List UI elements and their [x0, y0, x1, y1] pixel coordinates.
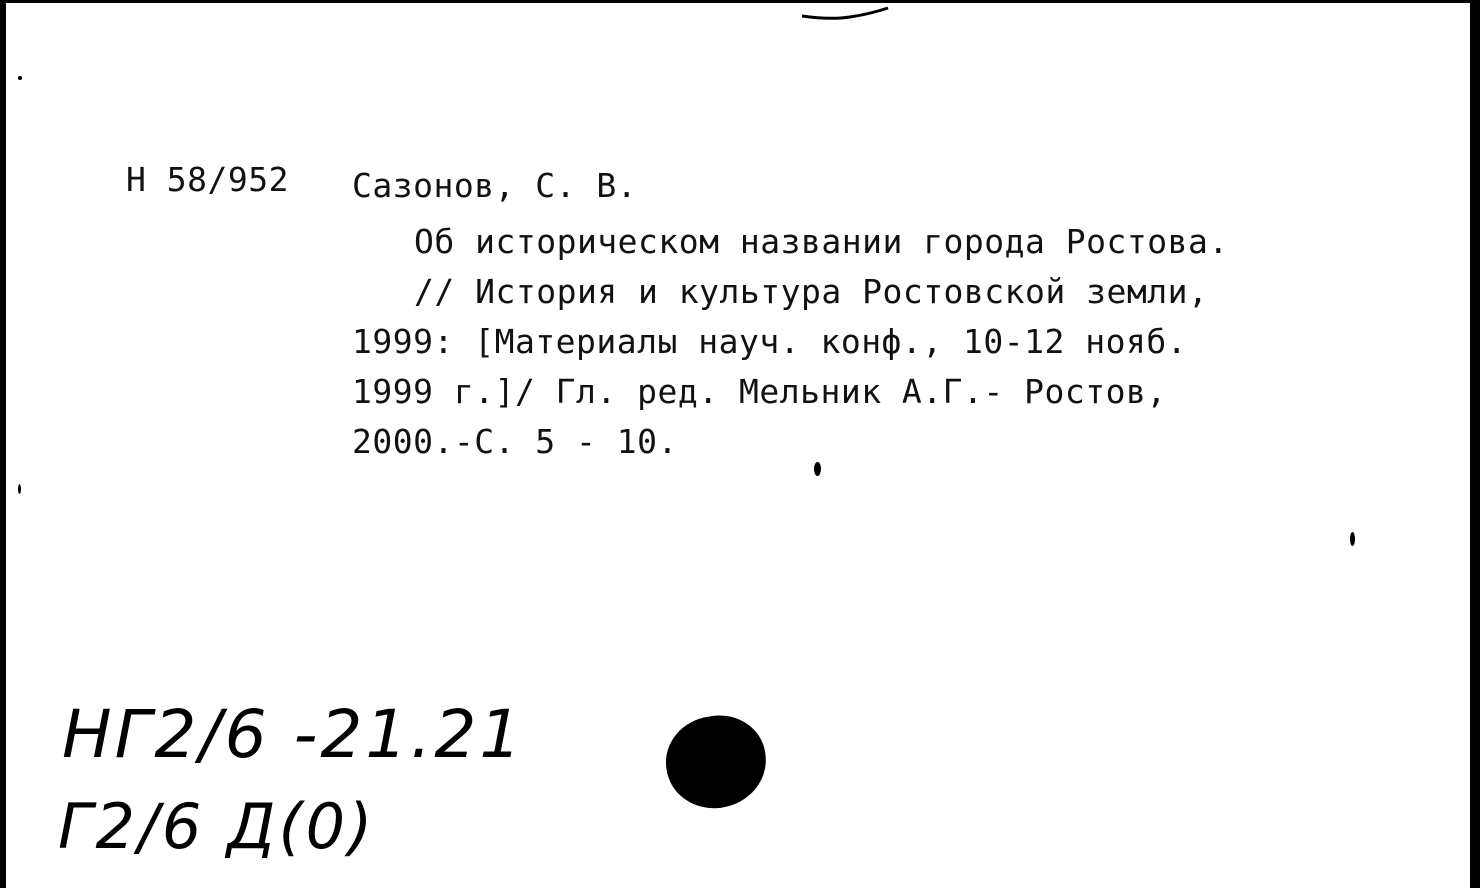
ink-speck — [814, 462, 821, 476]
scan-border-right — [1470, 0, 1480, 888]
call-number: Н 58/952 — [126, 160, 289, 199]
source-line-2: 1999: [Материалы науч. конф., 10-12 нояб. — [352, 322, 1188, 361]
handwritten-shelf-mark-1: НГ2/6 -21.21 — [62, 696, 525, 773]
scan-border-top — [0, 0, 1480, 3]
author-line: Сазонов, С. В. — [352, 166, 638, 205]
source-line-1: // История и культура Ростовской земли, — [414, 272, 1209, 311]
source-line-3: 1999 г.]/ Гл. ред. Мельник А.Г.- Ростов, — [352, 372, 1167, 411]
punch-hole — [660, 709, 772, 814]
ink-speck — [1350, 532, 1355, 546]
pen-scratch-mark — [800, 6, 890, 22]
ink-speck — [18, 484, 21, 494]
scan-border-left — [0, 0, 6, 888]
title-line: Об историческом названии города Ростова. — [414, 222, 1229, 261]
ink-speck — [18, 76, 22, 80]
source-line-4: 2000.-С. 5 - 10. — [352, 422, 678, 461]
handwritten-shelf-mark-2: Г2/6 Д(0) — [58, 790, 376, 863]
